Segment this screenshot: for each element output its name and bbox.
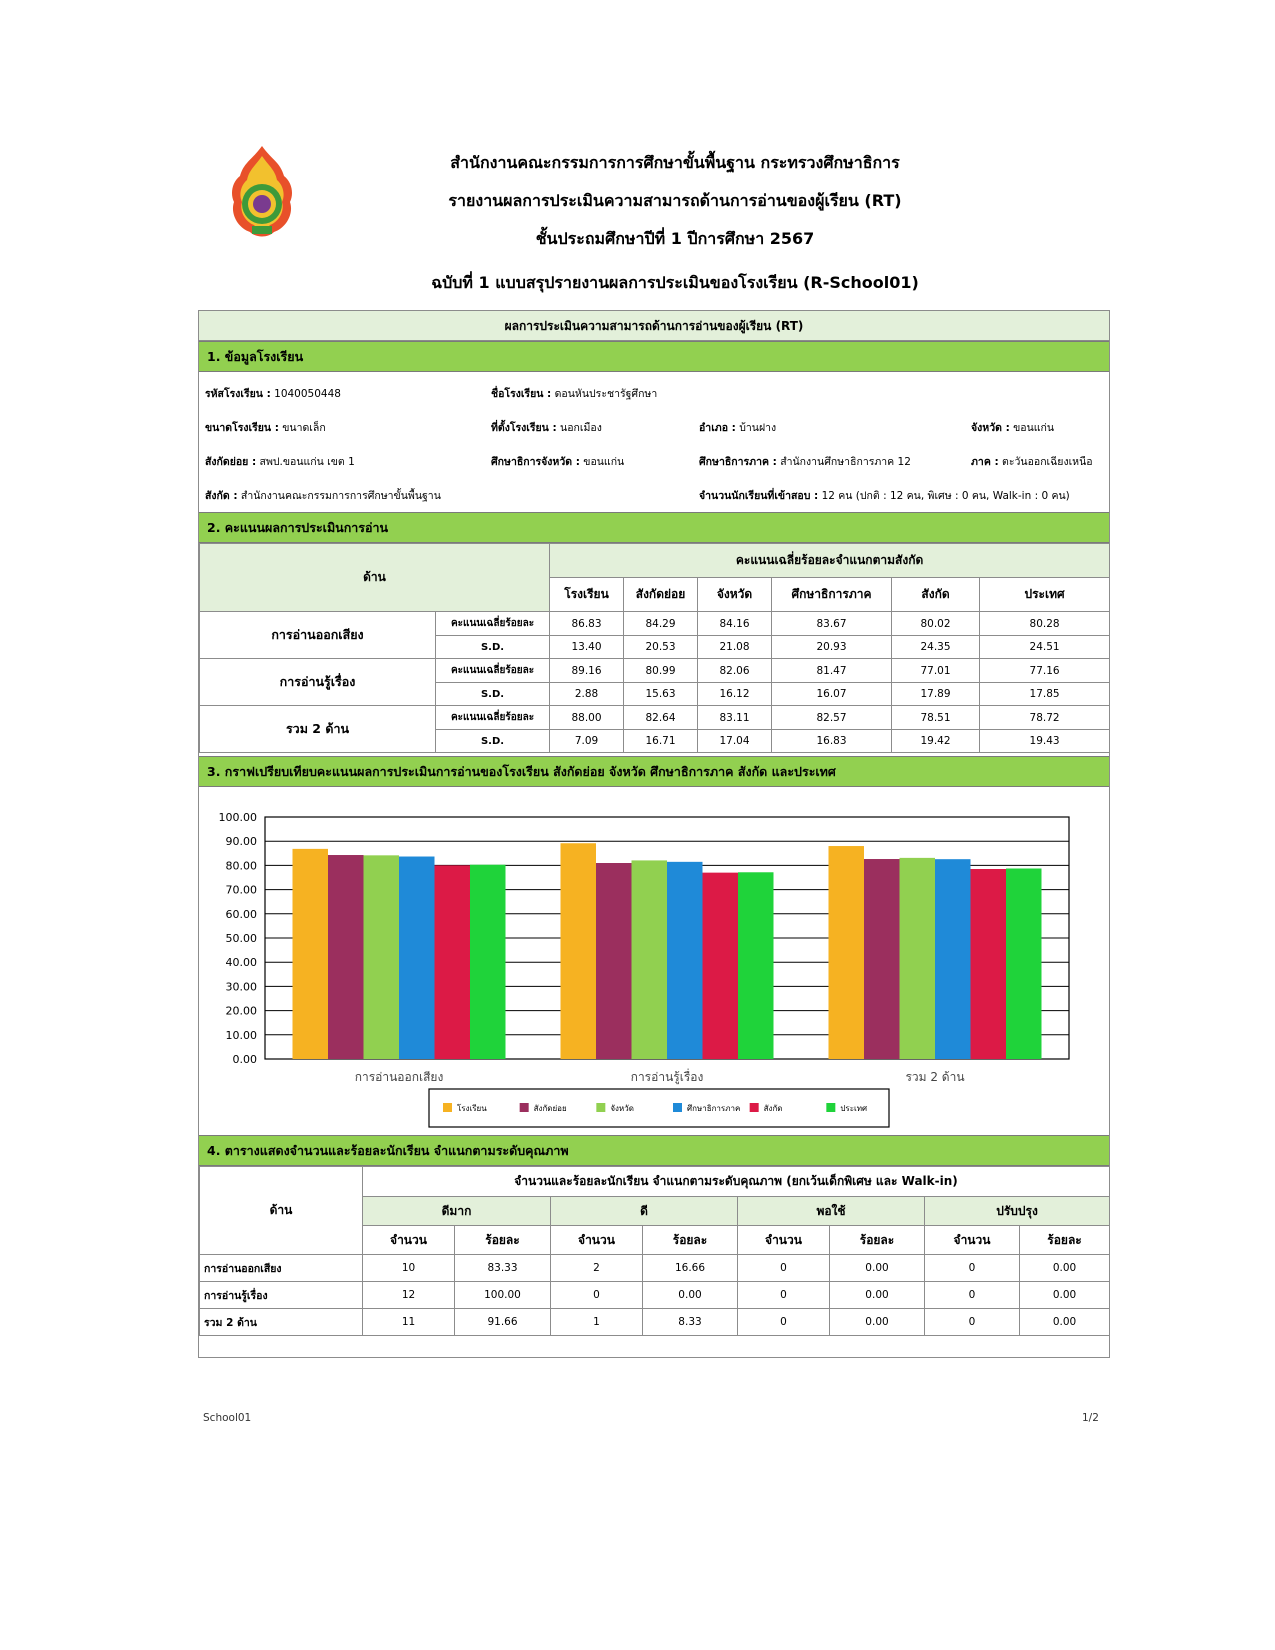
table-cell: 17.04 [698,730,772,753]
table-row [200,612,1110,636]
table-cell: 0 [738,1255,830,1282]
table-cell: 16.83 [772,730,892,753]
level-header: ดี [551,1197,738,1226]
affiliation-sub-field: สังกัดย่อย : สพป.ขอนแก่น เขต 1 [205,456,355,468]
table-cell: 0 [925,1282,1020,1309]
school-name-field: ชื่อโรงเรียน : ดอนหันประชารัฐศึกษา [491,388,658,400]
x-category-label: รวม 2 ด้าน [905,1070,965,1084]
pec: ขอนแก่น [583,456,625,468]
rec: สำนักงานศึกษาธิการภาค 12 [780,456,911,468]
aspect-label: การอ่านรู้เรื่อง [200,659,436,706]
score-group-header: คะแนนเฉลี่ยร้อยละจำแนกตามสังกัด [550,544,1110,578]
aspect-label: รวม 2 ด้าน [200,706,436,753]
score-col-header: สังกัด [892,578,980,612]
table-cell: 24.51 [980,636,1110,659]
table-cell: 21.08 [698,636,772,659]
table-cell: 16.71 [624,730,698,753]
y-tick-label: 30.00 [225,980,257,994]
table-cell: 0.00 [1020,1309,1110,1336]
aspect-label: การอ่านออกเสียง [200,1255,363,1282]
percent-header: ร้อยละ [455,1226,551,1255]
table-row [200,706,1110,730]
legend-label: สังกัดย่อย [533,1104,567,1113]
bar [667,862,703,1059]
y-tick-label: 90.00 [225,835,257,849]
legend-swatch [750,1103,759,1112]
table-row [200,1255,1110,1282]
table-cell: 83.11 [698,706,772,730]
bar [399,857,435,1059]
y-tick-label: 50.00 [225,932,257,945]
x-category-label: การอ่านออกเสียง [354,1070,444,1084]
table-cell: 16.66 [643,1255,738,1282]
table-cell: 11 [363,1309,455,1336]
table-cell: 83.67 [772,612,892,636]
header-report-title: รายงานผลการประเมินความสามารถด้านการอ่านของผู้เรียน (RT) [448,191,902,210]
y-tick-label: 10.00 [225,1028,257,1042]
affiliation-sub: สพป.ขอนแก่น เขต 1 [259,456,355,468]
school-location: นอกเมือง [560,422,602,434]
header-edition: ฉบับที่ 1 แบบสรุปรายงานผลการประเมินของโรงเรียน (R-School01) [431,273,919,292]
legend-swatch [826,1103,835,1112]
aspect-label: การอ่านรู้เรื่อง [200,1282,363,1309]
level-header: ปรับปรุง [925,1197,1110,1226]
y-tick-label: 0.00 [232,1053,257,1066]
score-aspect-header: ด้าน [200,544,550,612]
legend-label: โรงเรียน [457,1104,487,1113]
section1-title: 1. ข้อมูลโรงเรียน [199,341,1109,372]
table-cell: 2 [551,1255,643,1282]
district: บ้านฝาง [739,422,777,434]
table-cell: 16.07 [772,683,892,706]
bar [935,859,971,1059]
school-size: ขนาดเล็ก [282,422,326,434]
region-field: ภาค : ตะวันออกเฉียงเหนือ [971,456,1093,468]
bar [435,865,471,1059]
table-cell: 82.57 [772,706,892,730]
students-field: จำนวนนักเรียนที่เข้าสอบ : 12 คน (ปกติ : 12 คน, พิเศษ : 0 คน, Walk-in : 0 คน) [699,490,1070,502]
table-cell: 24.35 [892,636,980,659]
bar [632,860,668,1059]
table-cell: 20.53 [624,636,698,659]
count-header: จำนวน [363,1226,455,1255]
footer-page-number: 1/2 [1082,1412,1099,1424]
table-cell: 80.99 [624,659,698,683]
y-tick-label: 60.00 [225,907,257,921]
table-cell: 0.00 [1020,1255,1110,1282]
table-cell: 91.66 [455,1309,551,1336]
y-tick-label: 20.00 [225,1004,257,1018]
school-code-field: รหัสโรงเรียน : 1040050448 [205,388,341,400]
bar [364,855,400,1059]
percent-header: ร้อยละ [643,1226,738,1255]
legend-label: ประเทศ [840,1104,868,1113]
table-cell: 0.00 [1020,1282,1110,1309]
sd-label: S.D. [436,683,550,706]
table-cell: 84.29 [624,612,698,636]
legend-swatch [520,1103,529,1112]
bar [1006,868,1042,1059]
section4-title: 4. ตารางแสดงจำนวนและร้อยละนักเรียน จำแนกตามระดับคุณภาพ [199,1135,1109,1166]
aspect-label: การอ่านออกเสียง [200,612,436,659]
table-cell: 82.06 [698,659,772,683]
legend-label: ศึกษาธิการภาค [687,1104,741,1113]
percent-header: ร้อยละ [1020,1226,1110,1255]
table-cell: 17.89 [892,683,980,706]
bar [829,846,865,1059]
table-cell: 0 [738,1282,830,1309]
bar [738,872,774,1059]
legend [429,1089,889,1127]
percent-header: ร้อยละ [830,1226,925,1255]
sd-label: S.D. [436,730,550,753]
level-header: พอใช้ [738,1197,925,1226]
score-col-header: ประเทศ [980,578,1110,612]
affiliation: สำนักงานคณะกรรมการการศึกษาขั้นพื้นฐาน [240,490,441,502]
legend-label: สังกัด [763,1104,783,1113]
table-cell: 2.88 [550,683,624,706]
table-cell: 8.33 [643,1309,738,1336]
score-col-header: โรงเรียน [550,578,624,612]
quality-group-header: จำนวนและร้อยละนักเรียน จำแนกตามระดับคุณภาพ (ยกเว้นเด็กพิเศษ และ Walk-in) [363,1167,1110,1197]
table-cell: 80.02 [892,612,980,636]
school-location-field: ที่ตั้งโรงเรียน : นอกเมือง [491,422,602,434]
section3-title: 3. กราฟเปรียบเทียบคะแนนผลการประเมินการอ่านของโรงเรียน สังกัดย่อย จังหวัด ศึกษาธิการภาค สังกัด และประเทศ [199,756,1109,787]
table-cell: 19.42 [892,730,980,753]
province-field: จังหวัด : ขอนแก่น [971,422,1055,434]
count-header: จำนวน [925,1226,1020,1255]
table-cell: 83.33 [455,1255,551,1282]
footer-doc-code: School01 [203,1412,252,1424]
legend-swatch [673,1103,682,1112]
table-cell: 7.09 [550,730,624,753]
table-cell: 1 [551,1309,643,1336]
bar [864,859,900,1059]
bar [971,869,1007,1059]
province: ขอนแก่น [1013,422,1055,434]
y-tick-label: 100.00 [218,811,257,824]
table-cell: 20.93 [772,636,892,659]
table-cell: 0 [925,1255,1020,1282]
report-frame [198,310,1110,1358]
table-cell: 80.28 [980,612,1110,636]
table-cell: 15.63 [624,683,698,706]
aspect-label: รวม 2 ด้าน [200,1309,363,1336]
quality-table [199,1166,1110,1336]
mean-label: คะแนนเฉลี่ยร้อยละ [436,612,550,636]
school-code: 1040050448 [274,388,341,400]
table-row [200,1309,1110,1336]
x-category-label: การอ่านรู้เรื่อง [630,1070,704,1084]
bar [561,843,597,1059]
table-cell: 0 [551,1282,643,1309]
count-header: จำนวน [738,1226,830,1255]
score-table [199,543,1110,753]
table-cell: 17.85 [980,683,1110,706]
y-tick-label: 40.00 [225,956,257,970]
bar [328,855,364,1059]
region: ตะวันออกเฉียงเหนือ [1002,456,1093,468]
school-name: ดอนหันประชารัฐศึกษา [554,388,658,400]
bar [470,865,506,1059]
count-header: จำนวน [551,1226,643,1255]
table-cell: 89.16 [550,659,624,683]
pec-field: ศึกษาธิการจังหวัด : ขอนแก่น [491,456,625,468]
bar [293,849,329,1059]
mean-label: คะแนนเฉลี่ยร้อยละ [436,659,550,683]
table-cell: 86.83 [550,612,624,636]
sd-label: S.D. [436,636,550,659]
table-cell: 0.00 [643,1282,738,1309]
affiliation-field: สังกัด : สำนักงานคณะกรรมการการศึกษาขั้นพื้นฐาน [205,490,441,502]
table-cell: 13.40 [550,636,624,659]
y-tick-label: 80.00 [225,859,257,873]
district-field: อำเภอ : บ้านฝาง [699,422,777,434]
rec-field: ศึกษาธิการภาค : สำนักงานศึกษาธิการภาค 12 [699,456,911,468]
table-cell: 12 [363,1282,455,1309]
table-cell: 0 [925,1309,1020,1336]
table-cell: 100.00 [455,1282,551,1309]
y-tick-label: 70.00 [225,883,257,897]
table-cell: 78.51 [892,706,980,730]
obec-emblem-icon [222,142,302,242]
legend-label: จังหวัด [610,1104,634,1113]
report-title-band: ผลการประเมินความสามารถด้านการอ่านของผู้เรียน (RT) [199,311,1109,341]
table-cell: 88.00 [550,706,624,730]
header-grade-year: ชั้นประถมศึกษาปีที่ 1 ปีการศึกษา 2567 [535,229,815,248]
bar [900,858,936,1059]
table-cell: 78.72 [980,706,1110,730]
school-size-field: ขนาดโรงเรียน : ขนาดเล็ก [205,422,326,434]
bar [703,873,739,1059]
header-agency: สำนักงานคณะกรรมการการศึกษาขั้นพื้นฐาน กระทรวงศึกษาธิการ [450,153,900,172]
table-cell: 19.43 [980,730,1110,753]
table-cell: 77.16 [980,659,1110,683]
score-col-header: สังกัดย่อย [624,578,698,612]
legend-swatch [443,1103,452,1112]
table-cell: 0 [738,1309,830,1336]
table-row [200,659,1110,683]
quality-aspect-header: ด้าน [200,1167,363,1255]
table-row [200,1282,1110,1309]
table-cell: 77.01 [892,659,980,683]
bar-chart [199,797,1109,1135]
table-cell: 84.16 [698,612,772,636]
table-cell: 0.00 [830,1282,925,1309]
mean-label: คะแนนเฉลี่ยร้อยละ [436,706,550,730]
table-cell: 16.12 [698,683,772,706]
table-cell: 0.00 [830,1255,925,1282]
score-col-header: จังหวัด [698,578,772,612]
table-cell: 0.00 [830,1309,925,1336]
students-count: 12 คน (ปกติ : 12 คน, พิเศษ : 0 คน, Walk-in : 0 คน) [821,490,1070,502]
table-cell: 81.47 [772,659,892,683]
legend-swatch [596,1103,605,1112]
score-col-header: ศึกษาธิการภาค [772,578,892,612]
table-cell: 10 [363,1255,455,1282]
level-header: ดีมาก [363,1197,551,1226]
section2-title: 2. คะแนนผลการประเมินการอ่าน [199,512,1109,543]
table-cell: 82.64 [624,706,698,730]
bar [596,863,632,1059]
